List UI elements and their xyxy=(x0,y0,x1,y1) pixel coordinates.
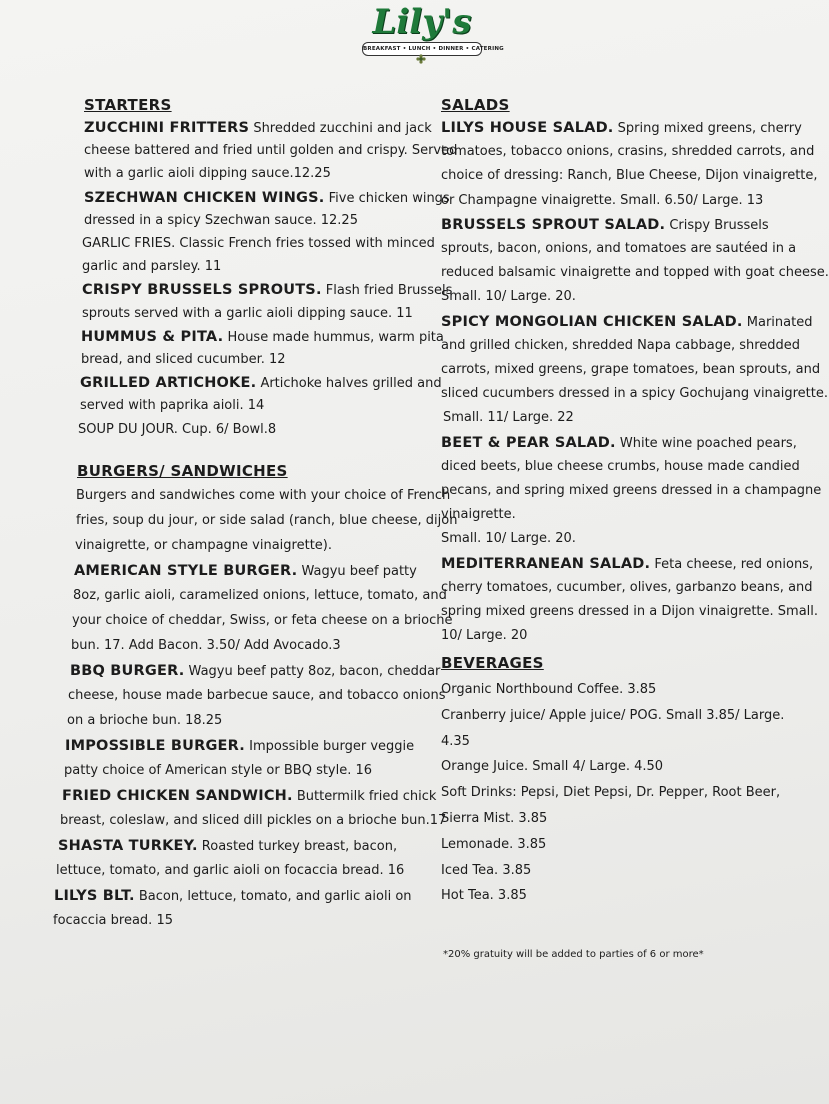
menu-item-text: Cranberry juice/ Apple juice/ POG. Small 3.85/ Large. xyxy=(441,707,785,723)
menu-item-text: sprouts served with a garlic aioli dipping sauce. 11 xyxy=(82,305,413,321)
menu-item-text: lettuce, tomato, and garlic aioli on focaccia bread. 16 xyxy=(56,863,405,878)
starters-menu-line xyxy=(84,188,450,209)
beverages-menu-line xyxy=(441,809,547,829)
menu-item-text: vinaigrette, or champagne vinaigrette). xyxy=(75,538,333,553)
menu-item-name: IMPOSSIBLE BURGER. xyxy=(65,738,245,754)
menu-item-name: SHASTA TURKEY. xyxy=(58,838,198,854)
burgers-menu-line xyxy=(54,886,412,907)
salads-menu-line xyxy=(441,215,769,236)
salads-menu-line xyxy=(441,554,813,575)
menu-item-name: HUMMUS & PITA. xyxy=(81,328,224,345)
menu-item-name: CRISPY BRUSSELS SPROUTS. xyxy=(82,282,322,299)
salads-heading: SALADS xyxy=(441,96,510,114)
menu-item-text: 4.35 xyxy=(441,733,470,749)
beverages-menu-line xyxy=(441,835,546,855)
menu-item-text: Organic Northbound Coffee. 3.85 xyxy=(441,682,657,697)
salads-menu-line xyxy=(441,191,763,211)
menu-item-text: your choice of cheddar, Swiss, or feta cheese on a brioche xyxy=(72,613,453,628)
starters-menu-line xyxy=(84,164,331,184)
salads-menu-line xyxy=(441,287,576,307)
menu-item-text: or Champagne vinaigrette. Small. 6.50/ Large. 13 xyxy=(441,192,764,208)
menu-item-text: 8oz, garlic aioli, caramelized onions, lettuce, tomato, and xyxy=(73,588,447,603)
menu-item-text: cheese battered and fried until golden and crispy. Served xyxy=(84,143,458,159)
menu-item-text: GARLIC FRIES. Classic French fries tossed with minced xyxy=(82,236,435,251)
menu-item-text: dressed in a spicy Szechwan sauce. 12.25 xyxy=(84,212,358,228)
gratuity-note: *20% gratuity will be added to parties of 6 or more* xyxy=(443,949,704,960)
menu-item-text: patty choice of American style or BBQ style. 16 xyxy=(64,763,373,778)
menu-item-text: Orange Juice. Small 4/ Large. 4.50 xyxy=(441,759,664,775)
salads-menu-line xyxy=(441,505,516,525)
burgers-menu-line xyxy=(68,686,446,706)
starters-menu-line xyxy=(80,396,264,416)
logo-tagline: BREAKFAST • LUNCH • DINNER • CATERING xyxy=(362,42,482,56)
burgers-menu-line xyxy=(60,811,446,831)
menu-item-name: LILYS BLT. xyxy=(54,888,135,904)
menu-item-text: diced beets, blue cheese crumbs, house made candied xyxy=(441,458,800,474)
burgers-menu-line xyxy=(76,511,457,531)
burgers-menu-line xyxy=(72,611,453,631)
menu-item-text: Roasted turkey breast, bacon, xyxy=(197,839,398,854)
salads-menu-line xyxy=(441,457,800,477)
starters-menu-line xyxy=(81,350,286,370)
menu-item-text: Buttermilk fried chick xyxy=(292,789,437,804)
menu-item-text: Wagyu beef patty xyxy=(297,564,417,579)
burgers-menu-line xyxy=(58,836,397,857)
burgers-menu-line xyxy=(64,761,372,781)
menu-item-text: Artichoke halves grilled and xyxy=(256,376,442,392)
menu-item-name: AMERICAN STYLE BURGER. xyxy=(74,563,298,579)
menu-item-text: House made hummus, warm pita xyxy=(223,329,444,345)
menu-item-text: Sierra Mist. 3.85 xyxy=(441,811,548,826)
menu-item-text: with a garlic aioli dipping sauce.12.25 xyxy=(84,166,331,182)
beverages-menu-line xyxy=(441,732,470,752)
salads-menu-line xyxy=(441,384,828,404)
menu-item-text: Small. 10/ Large. 20. xyxy=(441,289,576,305)
menu-item-text: Lemonade. 3.85 xyxy=(441,836,547,852)
menu-item-text: pecans, and spring mixed greens dressed in a champagne xyxy=(441,483,822,498)
starters-menu-line xyxy=(82,257,221,277)
menu-item-name: SPICY MONGOLIAN CHICKEN SALAD. xyxy=(441,313,743,330)
menu-item-text: Spring mixed greens, cherry xyxy=(613,121,802,136)
menu-item-text: Soft Drinks: Pepsi, Diet Pepsi, Dr. Pepper, Root Beer, xyxy=(441,785,781,801)
salads-menu-line xyxy=(441,166,818,186)
starters-heading: STARTERS xyxy=(84,96,172,114)
logo-wordmark: Lily's xyxy=(372,2,472,42)
menu-item-text: bread, and sliced cucumber. 12 xyxy=(81,352,286,367)
menu-item-name: SZECHWAN CHICKEN WINGS. xyxy=(84,189,325,206)
beverages-menu-line xyxy=(441,783,780,803)
menu-item-text: Wagyu beef patty 8oz, bacon, cheddar xyxy=(184,664,441,679)
menu-item-text: choice of dressing: Ranch, Blue Cheese, Dijon vinaigrette, xyxy=(441,168,818,184)
lily-flower-icon xyxy=(416,54,426,64)
starters-menu-line xyxy=(84,141,457,161)
lilys-logo xyxy=(360,2,504,62)
beverages-menu-line xyxy=(441,886,527,906)
menu-item-text: Shredded zucchini and jack xyxy=(249,121,432,136)
burgers-menu-line xyxy=(65,736,414,757)
menu-item-text: Marinated xyxy=(742,314,813,330)
menu-item-text: spring mixed greens dressed in a Dijon vinaigrette. Small. xyxy=(441,604,819,619)
salads-menu-line xyxy=(441,602,818,622)
salads-menu-line xyxy=(441,239,796,259)
menu-item-name: BBQ BURGER. xyxy=(70,663,185,679)
menu-item-name: FRIED CHICKEN SANDWICH. xyxy=(62,788,293,804)
menu-item-text: SOUP DU JOUR. Cup. 6/ Bowl.8 xyxy=(78,421,277,437)
starters-menu-line xyxy=(82,234,435,254)
salads-menu-line xyxy=(441,312,812,333)
menu-item-text: sprouts, bacon, onions, and tomatoes are sautéed in a xyxy=(441,241,797,256)
menu-item-text: Feta cheese, red onions, xyxy=(650,556,814,572)
menu-item-text: vinaigrette. xyxy=(441,507,516,523)
menu-item-text: tomatoes, tobacco onions, crasins, shredded carrots, and xyxy=(441,144,815,160)
starters-menu-line xyxy=(81,327,444,348)
menu-item-text: Small. 11/ Large. 22 xyxy=(443,410,574,426)
starters-menu-line xyxy=(78,420,276,440)
menu-item-text: cheese, house made barbecue sauce, and tobacco onions xyxy=(68,688,446,703)
salads-menu-line xyxy=(441,118,802,139)
salads-menu-line xyxy=(441,481,821,501)
menu-item-text: focaccia bread. 15 xyxy=(53,913,173,928)
menu-item-text: Impossible burger veggie xyxy=(245,739,415,754)
beverages-menu-line xyxy=(441,680,656,700)
beverages-heading: BEVERAGES xyxy=(441,654,544,672)
burgers-heading: BURGERS/ SANDWICHES xyxy=(77,462,288,480)
burgers-menu-line xyxy=(56,861,404,881)
menu-item-text: Burgers and sandwiches come with your choice of French xyxy=(76,488,451,503)
menu-item-text: White wine poached pears, xyxy=(615,435,797,451)
burgers-menu-line xyxy=(76,486,450,506)
menu-item-text: and grilled chicken, shredded Napa cabbage, shredded xyxy=(441,337,801,353)
salads-menu-line xyxy=(441,626,527,646)
salads-menu-line xyxy=(441,529,576,549)
menu-item-text: fries, soup du jour, or side salad (ranch, blue cheese, dijon xyxy=(76,513,458,528)
menu-item-text: reduced balsamic vinaigrette and topped with goat cheese. xyxy=(441,265,829,281)
burgers-menu-line xyxy=(67,711,222,731)
menu-item-text: Bacon, lettuce, tomato, and garlic aioli on xyxy=(134,889,412,904)
menu-item-name: GRILLED ARTICHOKE. xyxy=(80,375,257,392)
burgers-menu-line xyxy=(71,636,341,656)
salads-menu-line xyxy=(441,360,820,380)
salads-menu-line xyxy=(441,142,814,162)
menu-item-text: served with paprika aioli. 14 xyxy=(80,398,265,414)
menu-item-text: Flash fried Brussels xyxy=(321,283,453,299)
menu-item-text: bun. 17. Add Bacon. 3.50/ Add Avocado.3 xyxy=(71,638,341,653)
beverages-menu-line xyxy=(441,706,784,726)
starters-menu-line xyxy=(80,373,442,394)
menu-item-name: LILYS HOUSE SALAD. xyxy=(441,120,614,136)
beverages-menu-line xyxy=(441,757,663,777)
menu-item-text: sliced cucumbers dressed in a spicy Gochujang vinaigrette. xyxy=(441,386,829,402)
menu-item-name: BRUSSELS SPROUT SALAD. xyxy=(441,216,666,233)
menu-item-text: Hot Tea. 3.85 xyxy=(441,888,527,904)
burgers-menu-line xyxy=(53,911,173,931)
menu-item-text: Small. 10/ Large. 20. xyxy=(441,531,576,547)
menu-item-text: breast, coleslaw, and sliced dill pickles on a brioche bun.17 xyxy=(60,813,447,828)
salads-menu-line xyxy=(441,263,829,283)
menu-item-text: 10/ Large. 20 xyxy=(441,628,528,644)
burgers-menu-line xyxy=(62,786,436,807)
menu-item-text: garlic and parsley. 11 xyxy=(82,259,222,275)
burgers-menu-line xyxy=(74,561,417,582)
menu-item-text: cherry tomatoes, cucumber, olives, garbanzo beans, and xyxy=(441,579,813,595)
salads-menu-line xyxy=(441,336,800,356)
salads-menu-line xyxy=(443,408,574,428)
starters-menu-line xyxy=(84,118,432,139)
starters-menu-line xyxy=(84,211,358,231)
menu-item-name: ZUCCHINI FRITTERS xyxy=(84,120,250,136)
menu-item-text: Crispy Brussels xyxy=(665,217,769,233)
starters-menu-line xyxy=(82,304,413,324)
menu-item-text: on a brioche bun. 18.25 xyxy=(67,713,223,728)
menu-item-name: BEET & PEAR SALAD. xyxy=(441,434,616,451)
starters-menu-line xyxy=(82,280,452,301)
beverages-menu-line xyxy=(441,861,531,881)
burgers-menu-line xyxy=(73,586,447,606)
salads-menu-line xyxy=(441,433,797,454)
menu-item-text: carrots, mixed greens, grape tomatoes, bean sprouts, and xyxy=(441,362,821,377)
menu-item-name: MEDITERRANEAN SALAD. xyxy=(441,555,651,572)
menu-item-text: Iced Tea. 3.85 xyxy=(441,862,532,878)
menu-item-text: Five chicken wings xyxy=(324,190,450,206)
salads-menu-line xyxy=(441,578,813,598)
burgers-menu-line xyxy=(70,661,440,682)
burgers-menu-line xyxy=(75,536,332,556)
